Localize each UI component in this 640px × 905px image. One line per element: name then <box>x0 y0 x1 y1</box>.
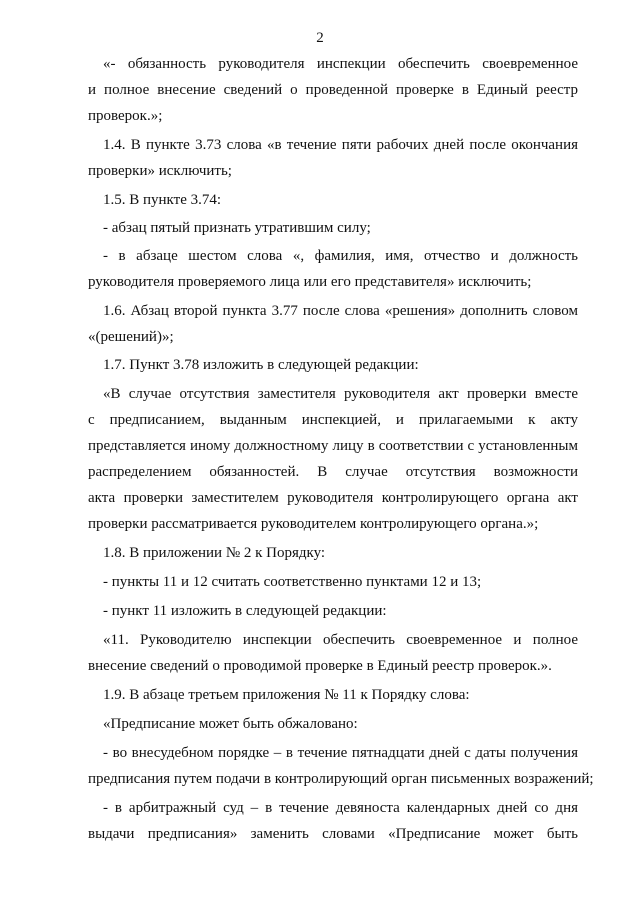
paragraph-line: 1.5. В пункте 3.74: <box>103 192 222 208</box>
paragraph-line: и полное внесение сведений о проведенной проверке в Единый реестр <box>88 82 578 98</box>
paragraph-line: проверок.»; <box>88 108 163 124</box>
paragraph-line: «(решений)»; <box>88 329 174 345</box>
paragraph-line: 1.4. В пункте 3.73 слова «в течение пяти рабочих дней после окончания <box>103 137 578 153</box>
paragraph-line: руководителя проверяемого лица или его представителя» исключить; <box>88 274 532 290</box>
paragraph-line: акта проверки заместителем руководителя контролирующего органа акт <box>88 490 578 506</box>
paragraph-line: 1.7. Пункт 3.78 изложить в следующей редакции: <box>103 357 419 373</box>
paragraph-line: - в абзаце шестом слова «, фамилия, имя, отчество и должность <box>103 248 578 264</box>
paragraph-line: проверки» исключить; <box>88 163 232 179</box>
page-number: 2 <box>316 30 324 46</box>
paragraph-line: представляется иному должностному лицу в соответствии с установленным <box>88 438 578 454</box>
paragraph-line: - абзац пятый признать утратившим силу; <box>103 220 371 236</box>
paragraph-line: 1.6. Абзац второй пункта 3.77 после слова «решения» дополнить словом <box>103 303 578 319</box>
paragraph-line: «11. Руководителю инспекции обеспечить своевременное и полное <box>103 632 578 648</box>
paragraph-line: выдачи предписания» заменить словами «Предписание может быть <box>88 826 578 842</box>
paragraph-line: «В случае отсутствия заместителя руководителя акт проверки вместе <box>103 386 578 402</box>
paragraph-line: 1.8. В приложении № 2 к Порядку: <box>103 545 326 561</box>
paragraph-line: предписания путем подачи в контролирующий орган письменных возражений; <box>88 771 594 787</box>
paragraph-line: - пункт 11 изложить в следующей редакции: <box>103 603 387 619</box>
paragraph-line: «Предписание может быть обжаловано: <box>103 716 358 732</box>
paragraph-line: «- обязанность руководителя инспекции обеспечить своевременное <box>103 56 578 72</box>
paragraph-line: проверки рассматривается руководителем контролирующего органа.»; <box>88 516 539 532</box>
paragraph-line: с предписанием, выданным инспекцией, и прилагаемыми к акту <box>88 412 578 428</box>
paragraph-line: - во внесудебном порядке – в течение пятнадцати дней с даты получения <box>103 745 578 761</box>
paragraph-line: - в арбитражный суд – в течение девяноста календарных дней со дня <box>103 800 578 816</box>
paragraph-line: внесение сведений о проводимой проверке в Единый реестр проверок.». <box>88 658 552 674</box>
paragraph-line: - пункты 11 и 12 считать соответственно пунктами 12 и 13; <box>103 574 482 590</box>
paragraph-line: 1.9. В абзаце третьем приложения № 11 к Порядку слова: <box>103 687 470 703</box>
paragraph-line: распределением обязанностей. В случае отсутствия возможности <box>88 464 578 480</box>
